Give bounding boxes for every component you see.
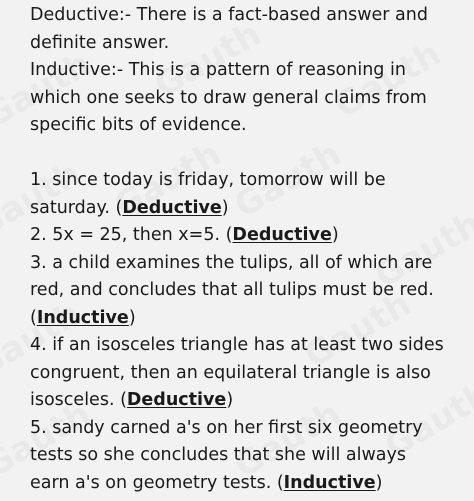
item-3-line: red, and concludes that all tulips must be red. [30, 280, 434, 300]
deductive-definition-line: Deductive:- There is a fact-based answer and [30, 5, 428, 25]
closing-paren: ) [221, 197, 229, 218]
item-3-answer: Inductive [36, 307, 129, 328]
item-3-line: 3. a child examines the tulips, all of which are [30, 252, 433, 273]
item-1-text: saturday. ( [30, 197, 123, 218]
item-5-answer: Inductive [283, 472, 376, 493]
item-5-text: earn a's on geometry tests. ( [30, 472, 284, 493]
item-5-line: tests so she concludes that she will always [30, 445, 406, 465]
deductive-definition-line: definite answer. [30, 32, 170, 53]
closing-paren: ) [375, 472, 383, 493]
item-5-answer-line [30, 470, 470, 498]
item-5-line: 5. sandy carned a's on her first six geometry [30, 417, 423, 438]
item-4-text: isosceles. ( [30, 390, 127, 410]
item-1-answer-line [30, 195, 470, 223]
closing-paren: ) [128, 307, 136, 328]
item-4-answer-line [30, 387, 470, 415]
item-1-line: 1. since today is friday, tomorrow will be [30, 170, 386, 190]
item-4-line: congruent, then an equilateral triangle is also [30, 362, 431, 383]
item-4-line: 4. if an isosceles triangle has at least two sides [30, 335, 444, 355]
item-2-text: 2. 5x = 25, then x=5. ( [30, 225, 233, 245]
item-3-answer-line [30, 305, 470, 333]
item-3-text: ( [30, 307, 37, 328]
item-4-answer: Deductive [126, 390, 227, 410]
item-2-answer-line [30, 222, 470, 250]
closing-paren: ) [226, 390, 234, 410]
item-1-answer: Deductive [122, 197, 222, 218]
inductive-definition-line: Inductive:- This is a pattern of reasoning in [30, 60, 406, 80]
inductive-definition-line: which one seeks to draw general claims from [30, 87, 427, 108]
inductive-definition-line: specific bits of evidence. [30, 115, 247, 135]
paragraph-gap [30, 140, 470, 168]
item-2-answer: Deductive [232, 225, 332, 245]
closing-paren: ) [331, 225, 339, 245]
answer-document [30, 2, 470, 497]
